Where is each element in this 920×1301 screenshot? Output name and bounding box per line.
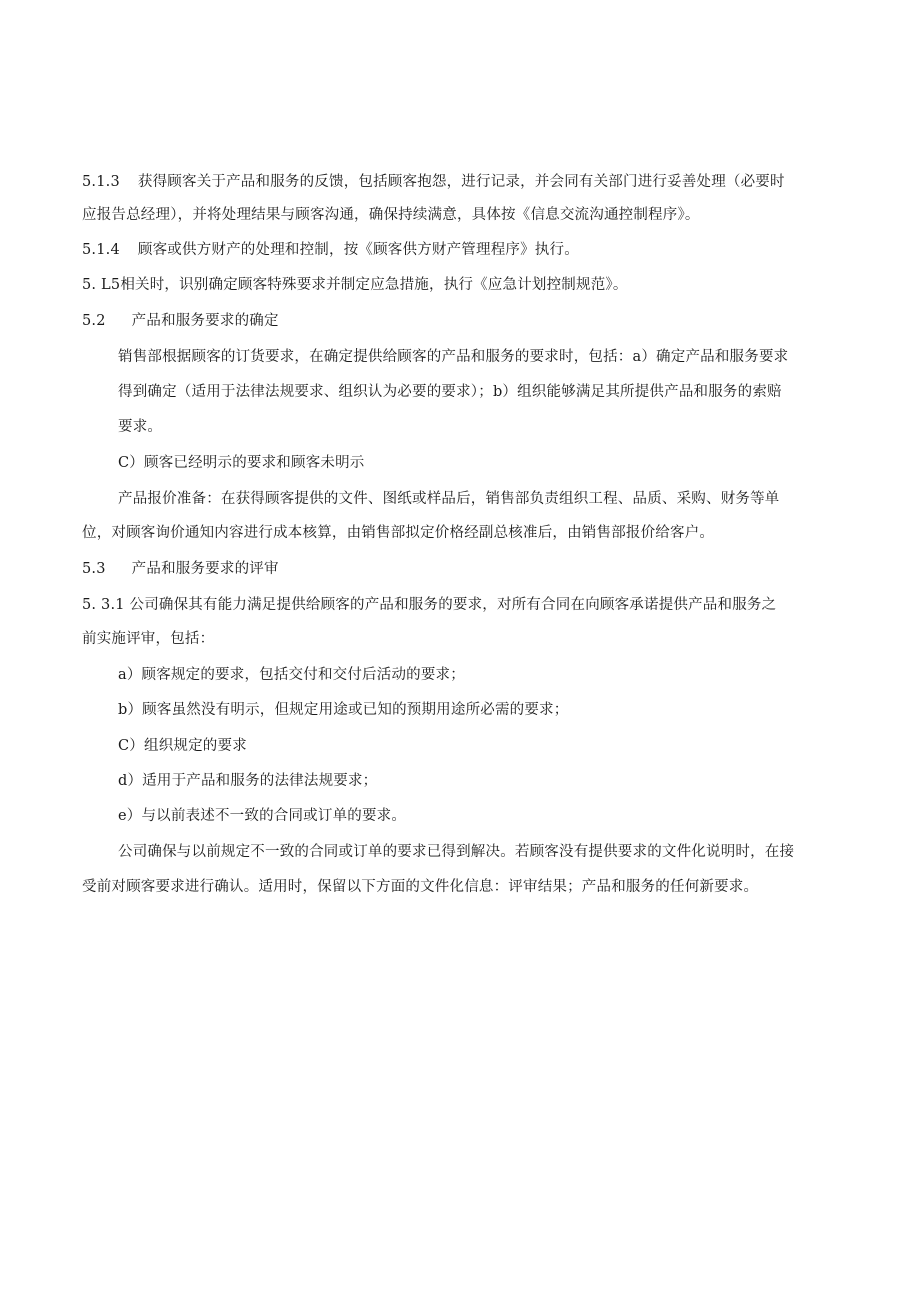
list-item: b）顾客虽然没有明示，但规定用途或已知的预期用途所必需的要求； xyxy=(118,702,569,718)
list-item: C）组织规定的要求 xyxy=(118,738,247,754)
section-title: 产品和服务要求的评审 xyxy=(131,561,279,577)
section-5-2-item-c: C）顾客已经明示的要求和顾客未明示 xyxy=(118,455,365,471)
section-number: 5.2 xyxy=(82,313,106,329)
section-5-2-para-2-line-1: 产品报价准备：在获得顾客提供的文件、图纸或样品后，销售部负责组织工程、品质、采购、财务等单 xyxy=(118,491,780,507)
section-5-1-5 xyxy=(82,275,628,295)
section-5-1-4 xyxy=(82,240,579,260)
list-item: d）适用于产品和服务的法律法规要求； xyxy=(118,773,378,789)
section-5-1-3-line-2: 应报告总经理），并将处理结果与顾客沟通，确保持续满意，具体按《信息交流沟通控制程序》。 xyxy=(82,207,700,223)
section-number: 5.1.3 xyxy=(82,174,120,190)
section-5-3-1-line-2: 前实施评审，包括： xyxy=(82,631,215,647)
section-5-1-3-line-1 xyxy=(82,172,785,192)
list-item: e）与以前表述不一致的合同或订单的要求。 xyxy=(118,808,407,824)
section-5-3-1-line-1: 5. 3.1 公司确保其有能力满足提供给顾客的产品和服务的要求，对所有合同在向顾客承诺提供产品和服务之 xyxy=(82,597,777,613)
section-text: 相关时，识别确定顾客特殊要求并制定应急措施，执行《应急计划控制规范》。 xyxy=(120,277,628,293)
section-5-2-para-1-line-3: 要求。 xyxy=(118,419,163,435)
section-title: 产品和服务要求的确定 xyxy=(131,313,279,329)
final-paragraph-line-2: 受前对顾客要求进行确认。适用时，保留以下方面的文件化信息：评审结果；产品和服务的任何新要求。 xyxy=(82,879,759,895)
section-text: 获得顾客关于产品和服务的反馈，包括顾客抱怨，进行记录，并会同有关部门进行妥善处理（必要时 xyxy=(137,174,785,190)
section-text: 顾客或供方财产的处理和控制，按《顾客供方财产管理程序》执行。 xyxy=(137,242,579,258)
section-number: 5.3 xyxy=(82,561,106,577)
section-5-2-heading xyxy=(82,311,279,331)
section-number: 5.1.4 xyxy=(82,242,120,258)
section-5-2-para-2-line-2: 位，对顾客询价通知内容进行成本核算，由销售部拟定价格经副总核准后，由销售部报价给客户。 xyxy=(82,525,715,541)
list-item: a）顾客规定的要求，包括交付和交付后活动的要求； xyxy=(118,667,465,683)
section-5-2-para-1-line-1: 销售部根据顾客的订货要求，在确定提供给顾客的产品和服务的要求时，包括：a）确定产品和服务要求 xyxy=(118,349,789,365)
section-number: 5. L5 xyxy=(82,277,121,293)
final-paragraph-line-1: 公司确保与以前规定不一致的合同或订单的要求已得到解决。若顾客没有提供要求的文件化说明时，在接 xyxy=(118,844,795,860)
section-5-3-heading xyxy=(82,559,279,579)
section-5-2-para-1-line-2: 得到确定（适用于法律法规要求、组织认为必要的要求）；b）组织能够满足其所提供产品和服务的索赔 xyxy=(118,384,782,400)
